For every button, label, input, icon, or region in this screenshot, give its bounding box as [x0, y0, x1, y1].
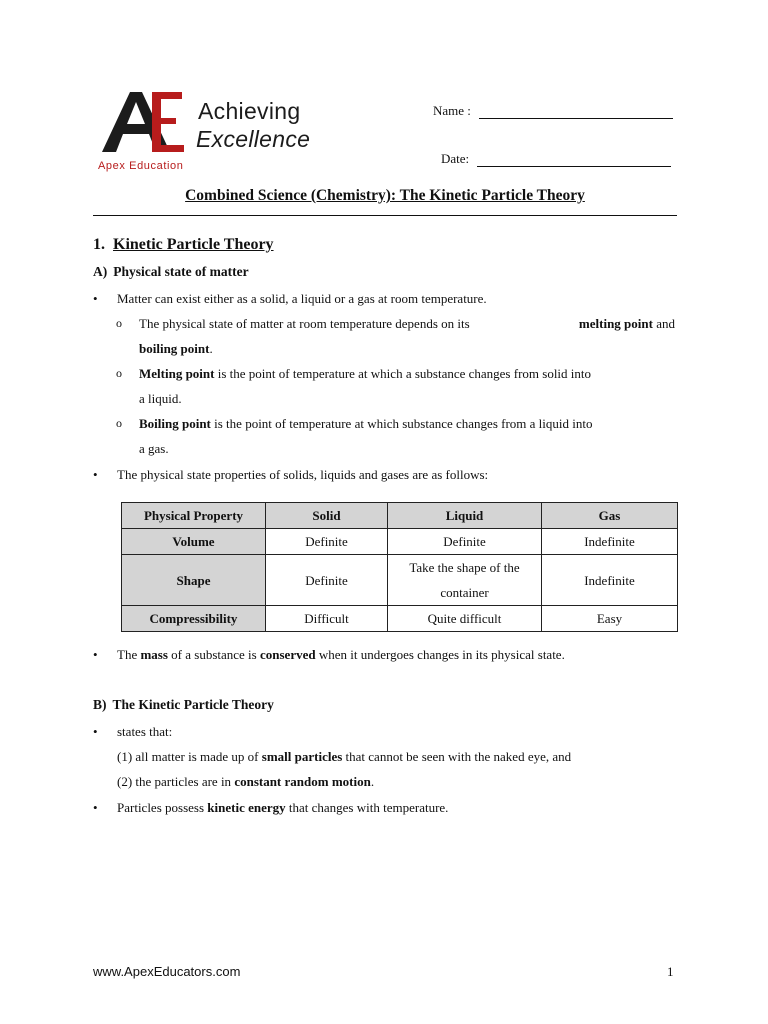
- table-row: [122, 555, 678, 606]
- footer-website: www.ApexEducators.com: [93, 964, 241, 979]
- document-title: Combined Science (Chemistry): The Kinetic Particle Theory: [185, 187, 585, 204]
- table-cell: Difficult: [266, 606, 388, 632]
- list-item: Matter can exist either as a solid, a liquid or a gas at room temperature.: [117, 291, 487, 306]
- date-field[interactable]: [441, 151, 671, 167]
- states-of-matter-table: [121, 502, 678, 632]
- table-header-row: [122, 503, 678, 529]
- name-label: Name :: [433, 103, 471, 118]
- table-header: Gas: [542, 503, 678, 529]
- bullet-icon: •: [93, 291, 98, 306]
- table-cell: Definite: [266, 529, 388, 555]
- part-a-heading: A) Physical state of matter: [93, 264, 249, 279]
- list-item-continued: boiling point.: [139, 341, 213, 356]
- table-row: [122, 606, 678, 632]
- list-item: (2) the particles are in constant random motion.: [117, 774, 375, 789]
- list-item-continued: a liquid.: [139, 391, 182, 406]
- sub-bullet-icon: o: [116, 416, 122, 430]
- list-item: (1) all matter is made up of small particles that cannot be seen with the naked eye, and: [117, 749, 572, 764]
- table-row-header: Shape: [122, 555, 266, 606]
- name-field[interactable]: [433, 103, 673, 119]
- section-title: Kinetic Particle Theory: [113, 236, 274, 253]
- table-cell: Take the shape of the container: [388, 555, 542, 606]
- date-label: Date:: [441, 151, 470, 166]
- list-item: The mass of a substance is conserved when it undergoes changes in its physical state.: [117, 647, 565, 662]
- bullet-icon: •: [93, 724, 98, 739]
- section-heading: [93, 236, 274, 254]
- name-line[interactable]: [479, 104, 673, 119]
- list-item: The physical state properties of solids, liquids and gases are as follows:: [117, 467, 489, 482]
- table-cell: Definite: [388, 529, 542, 555]
- table-cell: Indefinite: [542, 529, 678, 555]
- bullet-icon: •: [93, 467, 98, 482]
- table-header: Liquid: [388, 503, 542, 529]
- list-item: The physical state of matter at room temperature depends on its melting point and: [139, 316, 675, 331]
- table-cell: Quite difficult: [388, 606, 542, 632]
- logo-tagline: Apex Education: [98, 160, 184, 172]
- table-header: Solid: [266, 503, 388, 529]
- table-cell: Definite: [266, 555, 388, 606]
- table-row-header: Compressibility: [122, 606, 266, 632]
- list-item-continued: a gas.: [139, 441, 169, 456]
- bullet-icon: •: [93, 647, 98, 662]
- sub-bullet-icon: o: [116, 366, 122, 380]
- list-item: Particles possess kinetic energy that changes with temperature.: [117, 800, 449, 815]
- table-header: Physical Property: [122, 503, 266, 529]
- logo-word-excellence: Excellence: [196, 126, 311, 152]
- table-cell: Easy: [542, 606, 678, 632]
- section-number: 1.: [93, 236, 105, 253]
- list-item: states that:: [117, 724, 173, 739]
- list-item: Boiling point is the point of temperature at which substance changes from a liquid into: [139, 416, 593, 431]
- table-cell: Indefinite: [542, 555, 678, 606]
- sub-bullet-icon: o: [116, 316, 122, 330]
- bullet-icon: •: [93, 800, 98, 815]
- table-row: [122, 529, 678, 555]
- logo-word-achieving: Achieving: [198, 98, 301, 124]
- date-line[interactable]: [477, 152, 671, 167]
- part-b-heading: B) The Kinetic Particle Theory: [93, 697, 274, 712]
- page-number: 1: [667, 964, 674, 979]
- list-item: Melting point is the point of temperature at which a substance changes from solid into: [139, 366, 592, 381]
- table-row-header: Volume: [122, 529, 266, 555]
- title-divider: [93, 215, 677, 216]
